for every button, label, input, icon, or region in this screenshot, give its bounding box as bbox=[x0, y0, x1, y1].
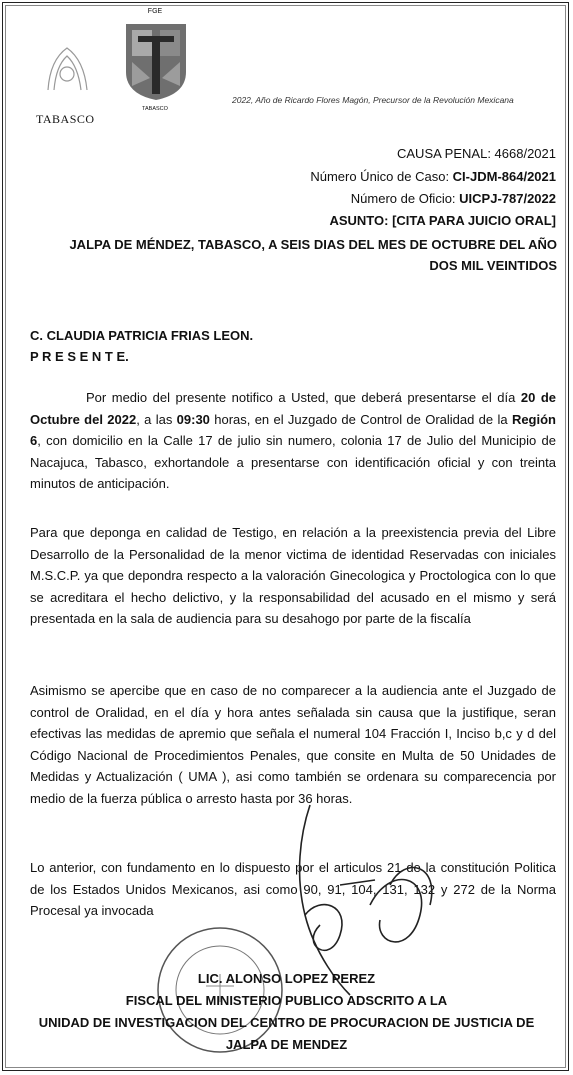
fge-logo-text: FGE bbox=[147, 8, 163, 15]
place-date-line-2: DOS MIL VEINTIDOS bbox=[429, 258, 557, 273]
addressee bbox=[30, 325, 253, 367]
fge-shield-logo bbox=[124, 22, 188, 102]
signer-title-line-1: FISCAL DEL MINISTERIO PUBLICO ADSCRITO A LA bbox=[125, 993, 448, 1008]
p1-text-c: horas, en el Juzgado de Control de Oralidad de la bbox=[209, 411, 512, 427]
addressee-name: C. CLAUDIA PATRICIA FRIAS LEON. bbox=[30, 328, 254, 343]
asunto: ASUNTO: [CITA PARA JUICIO ORAL] bbox=[329, 213, 556, 228]
tabasco-logo-text: TABASCO bbox=[36, 112, 95, 126]
causa-penal: CAUSA PENAL: 4668/2021 bbox=[397, 146, 556, 161]
place-date bbox=[20, 234, 557, 276]
p1-region: Región 6 bbox=[30, 411, 556, 448]
p1-text-d: , con domicilio en la Calle 17 de julio sin numero, colonia 17 de Julio del Municipio de Nacajuca, Tabasco, exhortandole a presentarse con identificación oficial y con treinta minutos de anticipación. bbox=[30, 433, 556, 491]
tabasco-emblem-logo bbox=[40, 40, 95, 100]
numero-oficio bbox=[351, 191, 556, 206]
numero-oficio-value: UICPJ-787/2022 bbox=[459, 191, 556, 206]
place-date-line-1: JALPA DE MÉNDEZ, TABASCO, A SEIS DIAS DEL MES DE OCTUBRE DEL AÑO bbox=[69, 237, 557, 252]
paragraph-fundamento: Lo anterior, con fundamento en lo dispuesto por el articulos 21 de la constitución Politica de los Estados Unidos Mexicanos, asi como 90, 91, 104, 131, 132 y 272 de la Norma Procesal ya invocada bbox=[30, 860, 556, 918]
paragraph-testigo: Para que deponga en calidad de Testigo, en relación a la preexistencia previa del Libre Desarrollo de la Personalidad de la menor victima de identidad Reservadas con iniciales M.S.C.P. ya que depondra respecto a la valoración Ginecologica y Proctologica con lo que se acreditara el hecho delictivo, y la responsabilidad del acusado en el mismo y será presentada en la sala de audiencia para su desahogo por parte de la fiscalía bbox=[30, 525, 556, 626]
numero-unico-value: CI-JDM-864/2021 bbox=[452, 169, 556, 184]
p1-date: 20 de Octubre del 2022 bbox=[30, 390, 556, 427]
p1-text-b: , a las bbox=[136, 411, 177, 427]
numero-unico-caso bbox=[310, 169, 556, 184]
year-motto: 2022, Año de Ricardo Flores Magón, Precursor de la Revolución Mexicana bbox=[232, 95, 514, 105]
signer-title-line-2: UNIDAD DE INVESTIGACION DEL CENTRO DE PROCURACION DE JUSTICIA DE bbox=[38, 1015, 535, 1030]
p1-text-a: Por medio del presente notifico a Usted, que deberá presentarse el día bbox=[86, 390, 521, 405]
signer-title-line-3: JALPA DE MENDEZ bbox=[225, 1037, 348, 1052]
presente-line: P R E S E N T E. bbox=[30, 349, 129, 364]
fge-logo-subtext: TABASCO bbox=[142, 106, 168, 112]
paragraph-notification bbox=[30, 387, 556, 495]
p1-time: 09:30 bbox=[176, 411, 210, 427]
numero-oficio-label: Número de Oficio: bbox=[350, 191, 460, 206]
numero-unico-label: Número Único de Caso: bbox=[310, 169, 453, 184]
signer-name: LIC. ALONSO LOPEZ PEREZ bbox=[197, 971, 376, 986]
paragraph-apercibimiento: Asimismo se apercibe que en caso de no comparecer a la audiencia ante el Juzgado de control de Oralidad, en el día y hora antes señalada sin causa que la justifique, seran efectivas las medidas de apremio que señala el numeral 104 Fracción I, Inciso b,c y d del Código Nacional de Procedimientos Penales, que consite en Multa de 50 Unidades de Medidas y Actualización ( UMA ), asi como también se ordenara su comparecencia por medio de la fuerza pública o arresto hasta por 36 horas. bbox=[30, 683, 556, 806]
